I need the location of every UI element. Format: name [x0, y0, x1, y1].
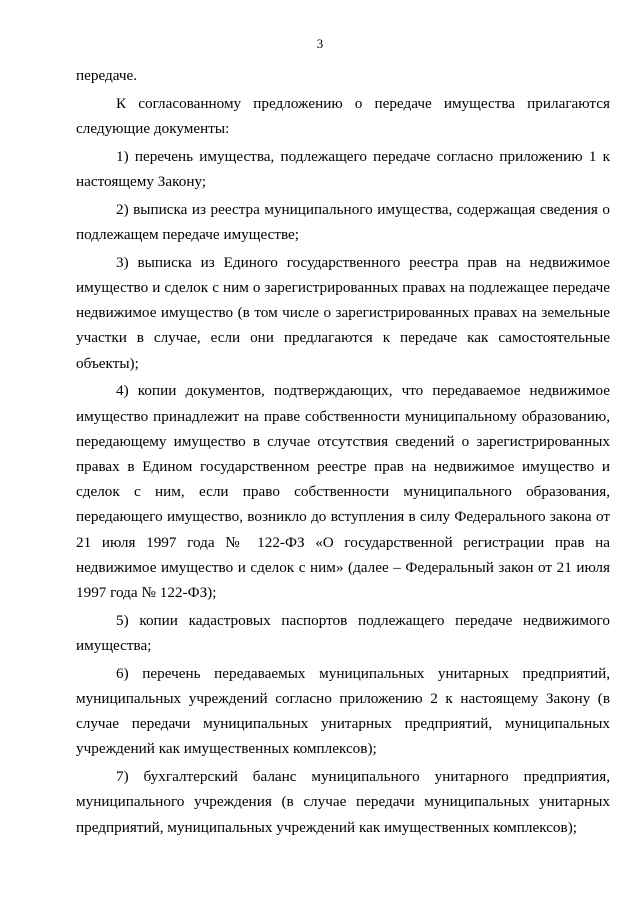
- paragraph-continuation: передаче.: [76, 67, 138, 84]
- list-item-1: 1) перечень имущества, подлежащего передаче согласно приложению 1 к настоящему Закону;: [76, 147, 610, 190]
- list-item-3: 3) выписка из Единого государственного реестра прав на недвижимое имущество и сделок с ним о зарегистрированных правах на подлежащее передаче недвижимое имущество (в том числе о зарегистрированных правах на земельные участки в случае, если они предлагаются к передаче как самостоятельные объекты);: [76, 253, 610, 372]
- list-item-7: 7) бухгалтерский баланс муниципального унитарного предприятия, муниципального учреждения (в случае передачи муниципальных унитарных предприятий, муниципальных учреждений как имущественных комплексов);: [76, 768, 610, 836]
- list-item-5: 5) копии кадастровых паспортов подлежащего передаче недвижимого имущества;: [76, 611, 610, 655]
- list-item-4: 4) копии документов, подтверждающих, что передаваемое недвижимое имущество принадлежит на праве собственности муниципальному образованию, передающему имущество в случае отсутствия сведений о зарегистрированных правах в Едином государственном реестре прав на недвижимое имущество и сделок с ним, если право собственности муниципального образования, передающего имущество, возникло до вступления в силу Федерального закона от 21 июля 1997 года № 122-ФЗ «О государственной регистрации прав на недвижимое имущество и сделок с ним» (далее – Федеральный закон от 21 июля 1997 года № 122-ФЗ);: [76, 382, 610, 602]
- list-item-6: 6) перечень передаваемых муниципальных унитарных предприятий, муниципальных учреждений согласно приложению 2 к настоящему Закону (в случае передачи муниципальных унитарных предприятий, муниципальных учреждений как имущественных комплексов);: [76, 664, 610, 758]
- page-number: 3: [316, 36, 324, 51]
- paragraph-intro: К согласованному предложению о передаче имущества прилагаются следующие документы:: [76, 94, 610, 137]
- document-body: [76, 63, 610, 840]
- list-item-2: 2) выписка из реестра муниципального имущества, содержащая сведения о подлежащем передаче имуществе;: [76, 200, 610, 243]
